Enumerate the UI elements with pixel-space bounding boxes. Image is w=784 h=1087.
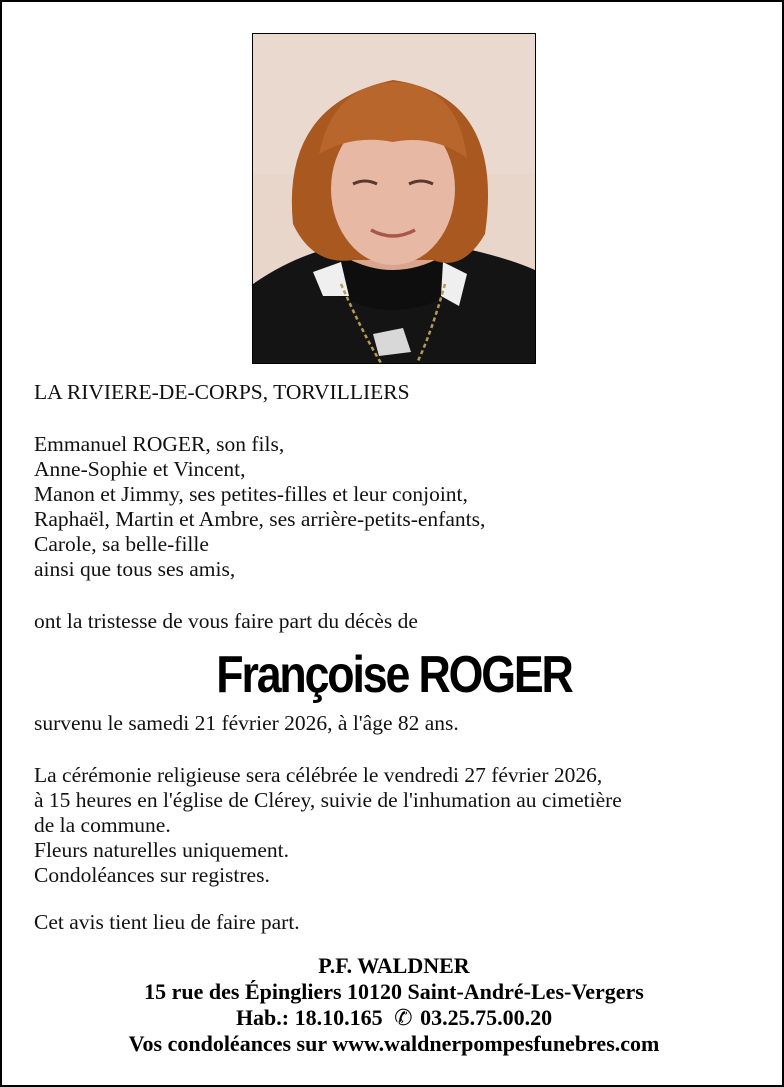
- funeral-home-contact: [2, 1005, 784, 1031]
- funeral-home-address: 15 rue des Épingliers 10120 Saint-André-Les-Vergers: [144, 979, 644, 1004]
- portrait-photo: [252, 33, 536, 364]
- family-line: Anne-Sophie et Vincent,: [34, 457, 246, 481]
- ceremony-line: de la commune.: [34, 813, 171, 837]
- portrait-image: [253, 34, 535, 363]
- phone-icon: ✆: [394, 1005, 413, 1030]
- funeral-home-block: [2, 953, 784, 1057]
- closing-note: Cet avis tient lieu de faire part.: [34, 910, 300, 934]
- family-list: [34, 432, 485, 582]
- ceremony-line: à 15 heures en l'église de Clérey, suivie de l'inhumation au cimetière: [34, 788, 622, 812]
- phone-number[interactable]: 03.25.75.00.20: [420, 1005, 553, 1030]
- family-line: ainsi que tous ses amis,: [34, 557, 236, 581]
- family-line: Raphaël, Martin et Ambre, ses arrière-petits-enfants,: [34, 507, 486, 531]
- location-line: LA RIVIERE-DE-CORPS, TORVILLIERS: [34, 380, 410, 404]
- condolences-link[interactable]: Vos condoléances sur www.waldnerpompesfunebres.com: [128, 1031, 660, 1056]
- ceremony-line: Condoléances sur registres.: [34, 863, 270, 887]
- death-info: survenu le samedi 21 février 2026, à l'âge 82 ans.: [34, 711, 459, 735]
- ceremony-details: [34, 763, 622, 888]
- license-number: Hab.: 18.10.165: [235, 1005, 383, 1030]
- announcement-intro: ont la tristesse de vous faire part du décès de: [34, 609, 418, 633]
- family-line: Carole, sa belle-fille: [34, 532, 209, 556]
- deceased-name: Françoise ROGER: [216, 646, 572, 704]
- family-line: Emmanuel ROGER, son fils,: [34, 432, 285, 456]
- ceremony-line: Fleurs naturelles uniquement.: [34, 838, 289, 862]
- ceremony-line: La cérémonie religieuse sera célébrée le vendredi 27 février 2026,: [34, 763, 603, 787]
- family-line: Manon et Jimmy, ses petites-filles et leur conjoint,: [34, 482, 468, 506]
- funeral-home-name: P.F. WALDNER: [318, 953, 470, 978]
